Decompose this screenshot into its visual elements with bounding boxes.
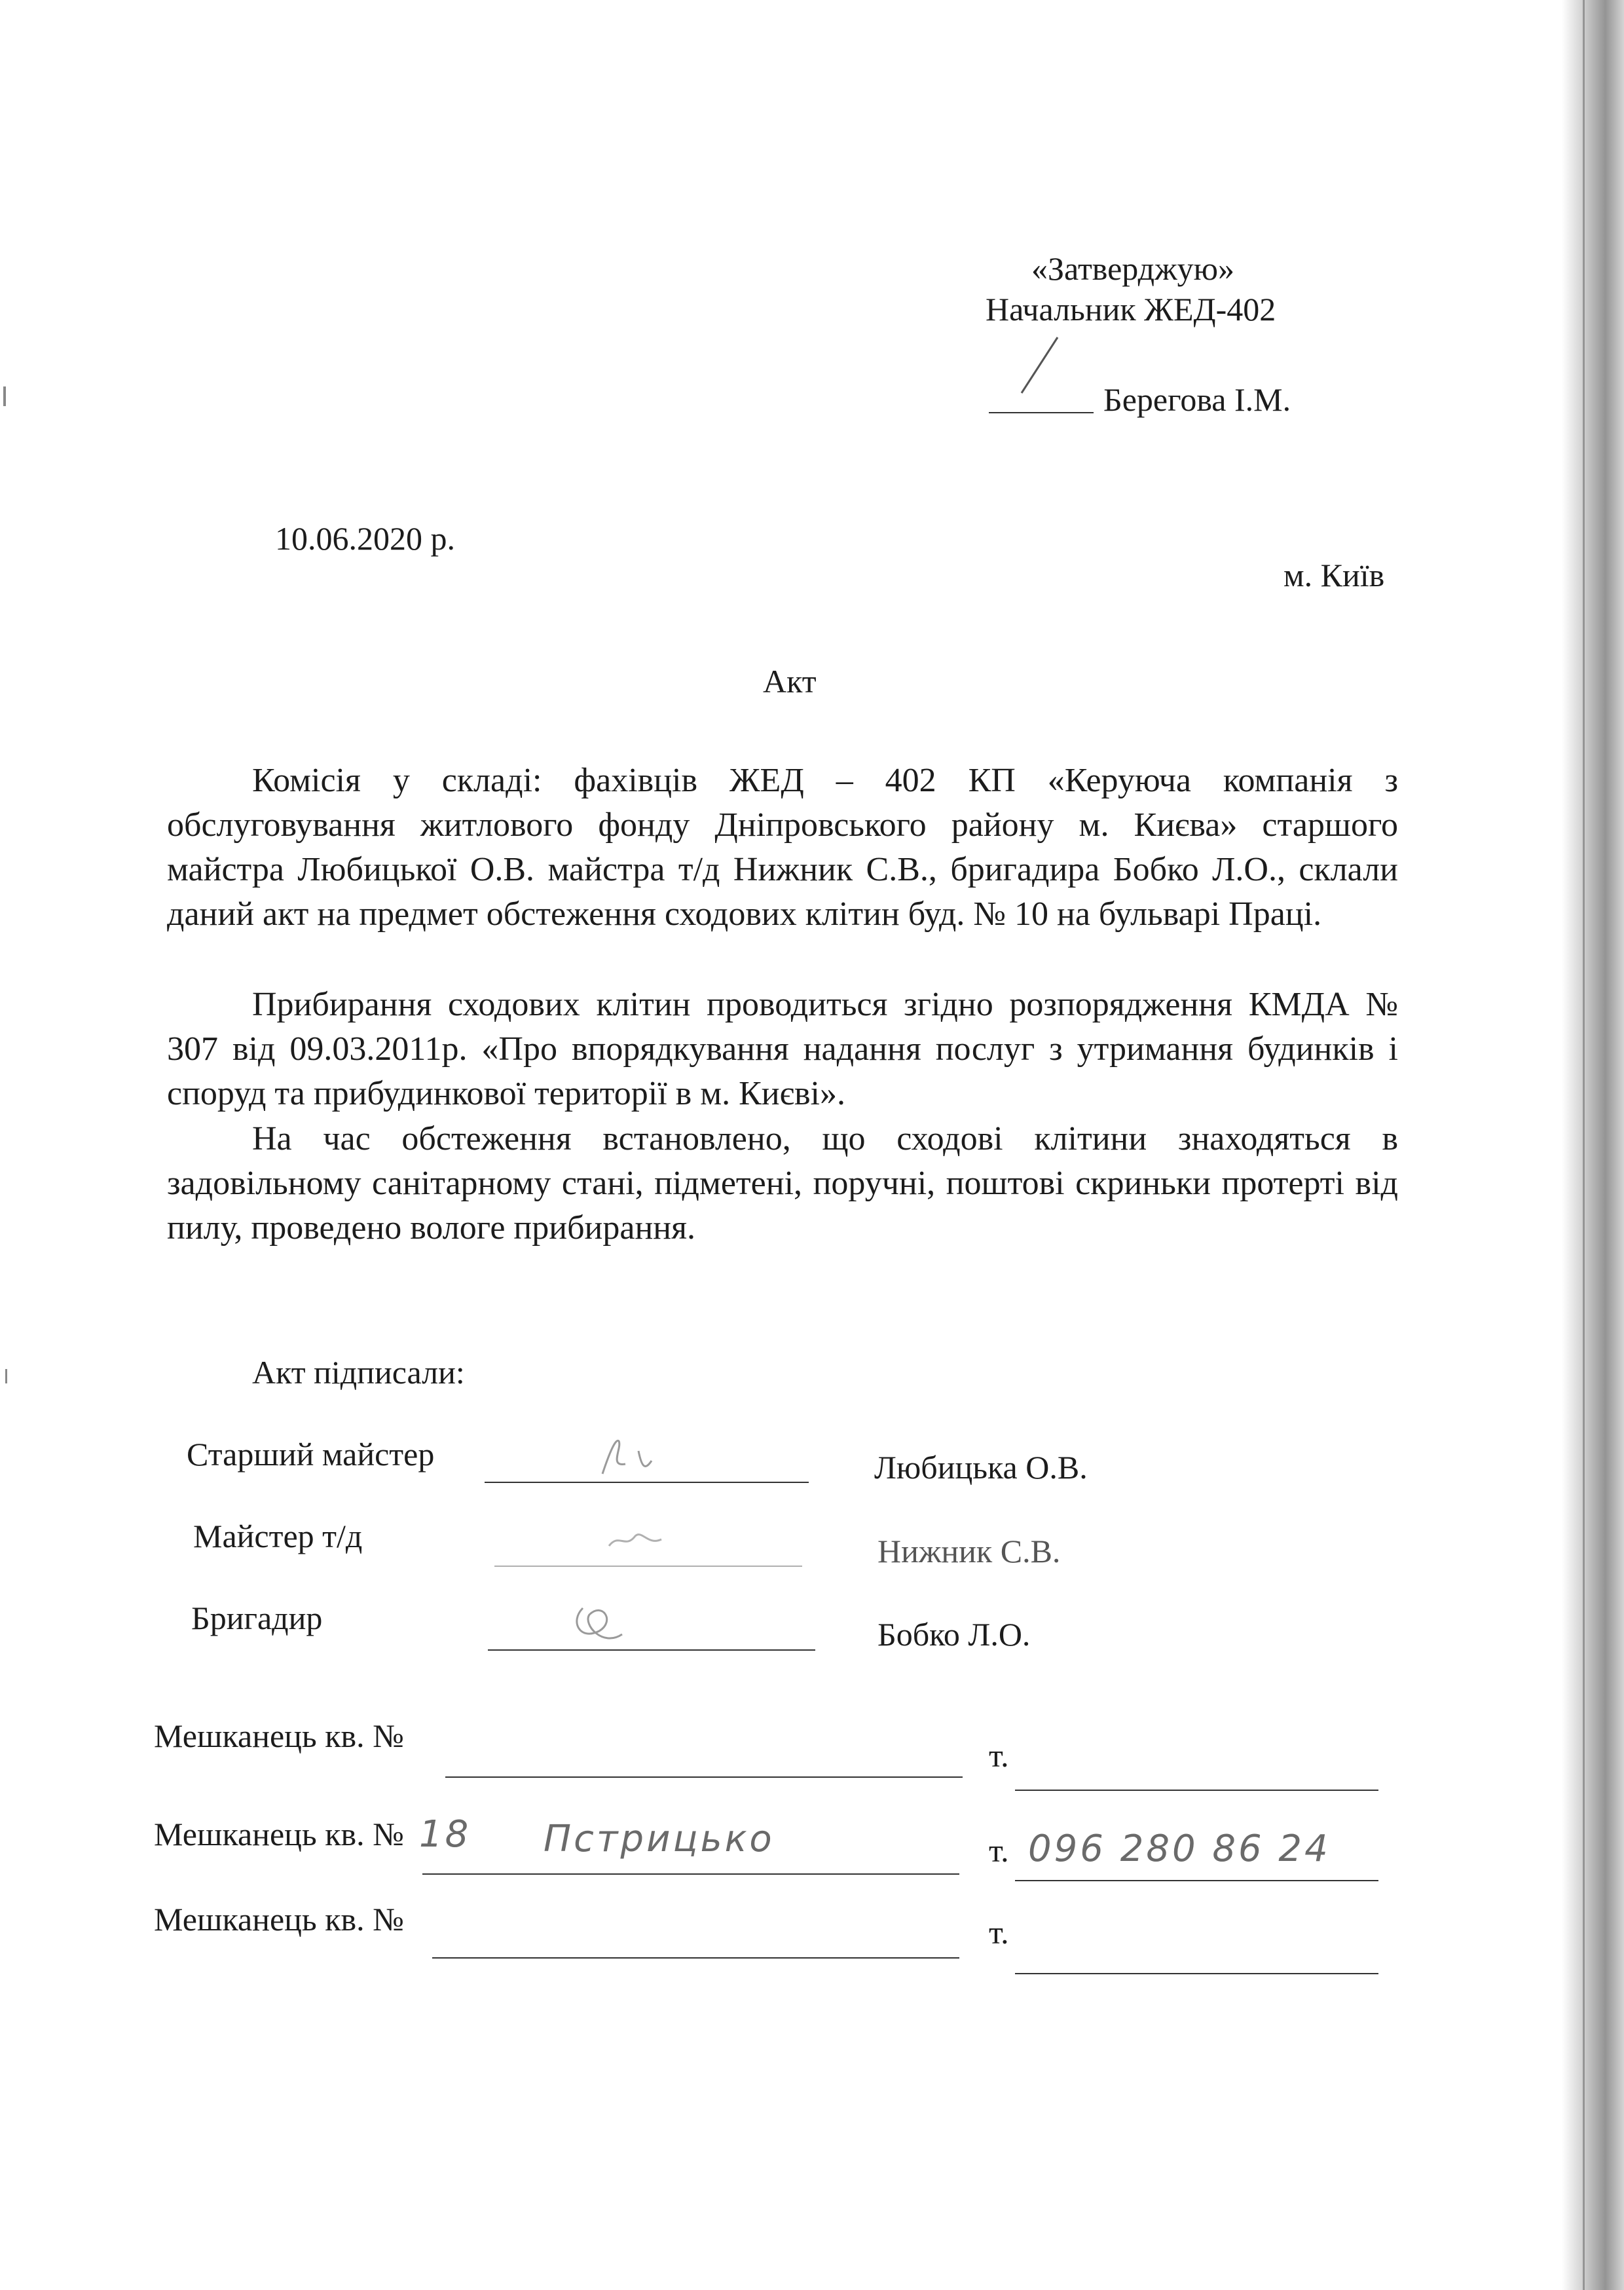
resident-phone-line: [1015, 1790, 1378, 1791]
resident-phone-label: т.: [989, 1832, 1009, 1869]
approval-signature: [986, 331, 1097, 416]
signatory-role: Старший майстер: [187, 1436, 435, 1473]
document-city: м. Київ: [1283, 557, 1385, 593]
resident-phone-label: т.: [989, 1737, 1009, 1774]
resident-phone-line: [1015, 1880, 1378, 1881]
resident-phone-line: [1015, 1973, 1378, 1974]
approval-position: Начальник ЖЕД-402: [986, 291, 1276, 328]
signature-lyubytska: [589, 1428, 668, 1480]
signatory-name: Любицька О.В.: [874, 1449, 1088, 1486]
signature-nyzhnyk: [602, 1520, 674, 1559]
signed-heading: Акт підписали:: [252, 1354, 465, 1391]
paragraph-commission: Комісія у складі: фахівців ЖЕД – 402 КП «Керуюча компанія з обслуговування житлового фонду Дніпровського району м. Києва» старшого майстра Любицької О.В. майстра т/д Нижник С.В., бригадира Бобко Л.О., склали даний акт на предмет обстеження сходових клітин буд. № 10 на бульварі Праці.: [167, 762, 1398, 933]
signatory-role: Бригадир: [191, 1600, 323, 1636]
signature-line: [485, 1482, 809, 1483]
signatory-role: Майстер т/д: [193, 1518, 363, 1554]
resident-handwriting: Пстрицько: [544, 1818, 775, 1860]
resident-name-line: [445, 1776, 963, 1778]
paragraph-cleaning: Прибирання сходових клітин проводиться згідно розпорядження КМДА № 307 від 09.03.2011р. «Про впорядкування надання послуг з утримання будинків і споруд та прибудинкової території в м. Києві».: [167, 986, 1398, 1112]
resident-apartment: 18: [419, 1813, 471, 1856]
signature-bobko: [563, 1595, 642, 1654]
document-title: Акт: [763, 663, 817, 700]
scan-speck: [3, 386, 6, 406]
signature-line: [488, 1649, 815, 1651]
scan-edge-shadow: [1562, 0, 1624, 2290]
signatory-name: Бобко Л.О.: [877, 1616, 1031, 1653]
approval-title: «Затверджую»: [1031, 250, 1234, 287]
resident-phone: 096 280 86 24: [1028, 1828, 1331, 1870]
scan-edge-line: [1583, 0, 1585, 2290]
document-date: 10.06.2020 р.: [275, 520, 455, 557]
resident-label: Мешканець кв. №: [154, 1816, 404, 1852]
resident-label: Мешканець кв. №: [154, 1901, 404, 1938]
resident-label: Мешканець кв. №: [154, 1718, 404, 1754]
resident-phone-label: т.: [989, 1914, 1009, 1951]
resident-name-line: [422, 1873, 959, 1875]
signature-line: [494, 1566, 802, 1567]
paragraph-inspection: На час обстеження встановлено, що сходові клітини знаходяться в задовільному санітарному стані, підметені, поручні, поштові скриньки протерті від пилу, проведено вологе прибирання.: [167, 1120, 1398, 1247]
scan-speck: [5, 1369, 7, 1383]
approval-signer: Берегова І.М.: [1103, 381, 1291, 418]
signatory-name: Нижник С.В.: [877, 1533, 1061, 1569]
resident-name-line: [432, 1957, 959, 1959]
